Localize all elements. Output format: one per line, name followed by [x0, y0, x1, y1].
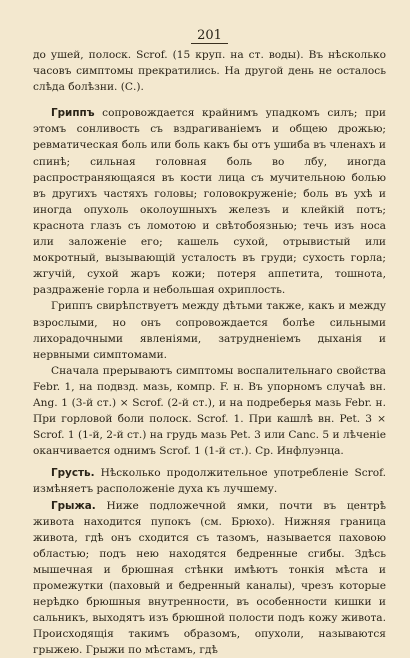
entry-gripp: [33, 105, 386, 298]
paragraph-intro: до ушей, полоск. Scrof. (15 круп. на ст. воды). Въ нѣсколько часовъ симптомы прекратились. На другой день не осталось слѣда болѣзни. (С.).: [33, 49, 386, 94]
paragraph-gripp-children: Гриппъ свирѣпствуетъ между дѣтьми также, какъ и между взрослыми, но онъ сопровождается болѣе сильными лихорадочными явленіями, затрудненіемъ дыханія и нервными симптомами.: [33, 300, 386, 361]
paragraph-gripp-treatment: Сначала прерываютъ симптомы воспалительнаго свойства Febr. 1, на подвзд. мазь, компр. F. н. Въ упорномъ случаѣ вн. Ang. 1 (3-й ст.) × Scrof. (2-й ст.), и на подреберья мазь Febr. н. При горловой боли полоск. Scrof. 1. При кашлѣ вн. Pet. 3 × Scrof. 1 (1-й, 2-й ст.) на грудь мазь Pet. 3 или Canc. 5 и лѣченіе оканчивается однимъ Scrof. 1 (1-й ст.). Ср. Инфлуэнца.: [33, 364, 386, 458]
entry-text-gripp: сопровождается крайнимъ упадкомъ силъ; при этомъ сонливость съ вздрагиваніемъ и общею дрожью; ревматическая боль или боль какъ бы отъ ушиба въ членахъ и спинѣ; сильная головная боль во лбу, иногда распространяющаяся въ кости лица съ мучительною болью въ другихъ частяхъ головы; головокруженіе; боль въ ухѣ и иногда опухоль околоушныхъ железъ и клейкій потъ; краснота глазъ съ ломотою и свѣтобоязнью; течь изъ носа или заложеніе его; кашель сухой, отрывистый или мокротный, вызывающій усталость въ груди; сухость горла; жгучій, сухой жаръ кожи; потеря аппетита, тошнота, раздраженіе горла и небольшая охриплость.: [33, 107, 386, 297]
entry-heading-grust: Грусть.: [51, 467, 95, 480]
page-number: 201: [33, 28, 386, 43]
entry-text-gryzha: Ниже подложечной ямки, почти въ центрѣ живота находится пупокъ (см. Брюхо). Нижняя граница живота, гдѣ онъ сходится съ тазомъ, называется паховою областью; подъ нею находятся бедренные сгибы. Здѣсь мышечная и брюшная стѣнки имѣютъ тонкія мѣста и промежутки (паховый и бедренный каналы), чрезъ которые нерѣдко брюшныя внутренности, въ особенности кишки и сальникъ, выходятъ изъ брюшной полости подъ кожу живота. Происходящія такимъ образомъ, опухоли, называются грыжею. Грыжи по мѣстамъ, гдѣ: [33, 499, 386, 657]
entry-gryzha: [33, 498, 386, 658]
entry-heading-gryzha: Грыжа.: [51, 499, 96, 512]
entry-grust: [33, 465, 386, 497]
entry-heading-gripp: Гриппъ: [51, 107, 95, 120]
entry-text-grust: Нѣсколько продолжительное употребленіе Scrof. измѣняетъ расположеніе духа къ лучшему.: [33, 467, 386, 496]
